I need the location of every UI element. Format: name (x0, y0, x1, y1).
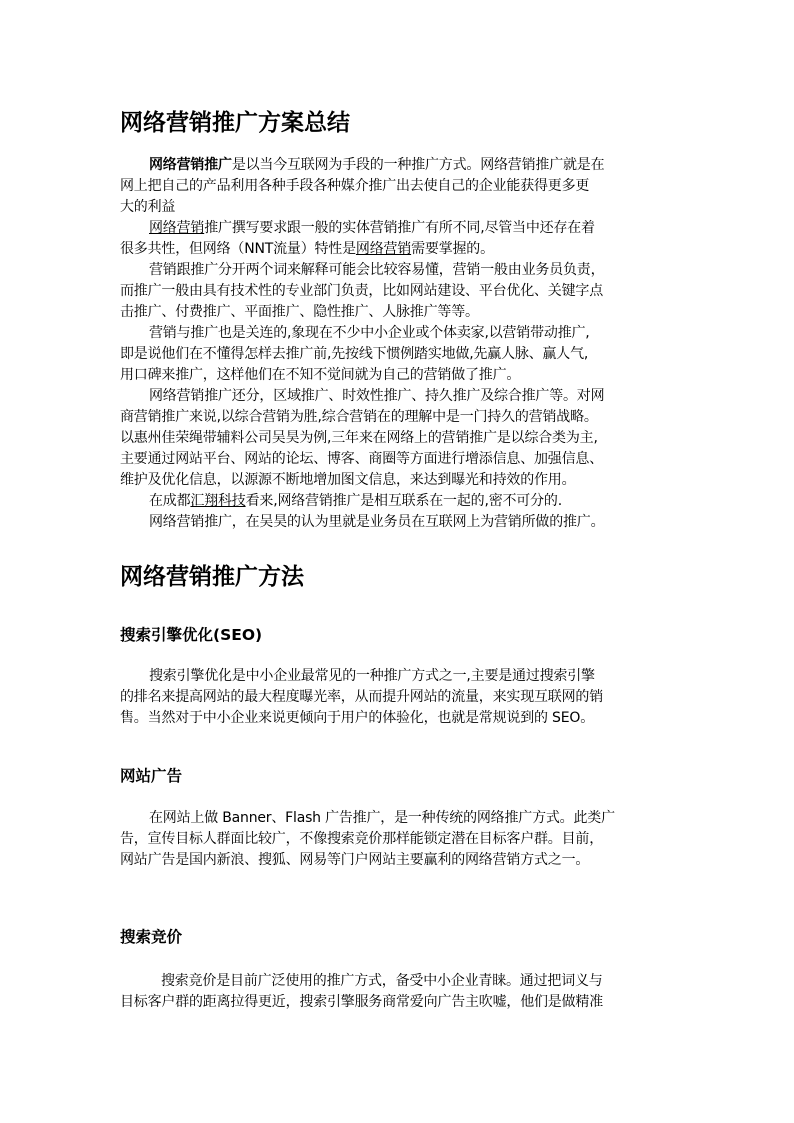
text-line (120, 491, 676, 512)
text-span: 需要掌握的。 (411, 241, 494, 257)
paragraph-types (120, 386, 676, 491)
paragraph-marketing-vs-promotion (120, 260, 676, 323)
text-line: 网上把自己的产品利用各种手段各种媒介推广出去使自己的企业能获得更多更 (120, 178, 590, 194)
paragraph-conclusion (120, 512, 676, 533)
paragraph-website-ads (120, 808, 676, 871)
text-line: 即是说他们在不懂得怎样去推广前,先按线下惯例踏实地做,先赢人脉、赢人气, (120, 346, 589, 362)
text-line: 以惠州佳荣绳带辅料公司吴昊为例,三年来在网络上的营销推广是以综合类为主, (120, 430, 598, 446)
text-line: 主要通过网站平台、网站的论坛、博客、商圈等方面进行增添信息、加强信息、 (120, 451, 603, 467)
text-line (120, 239, 676, 260)
bold-term: 网络营销推广 (149, 157, 232, 173)
text-line: 商营销推广来说,以综合营销为胜,综合营销在的理解中是一门持久的营销战略。 (120, 409, 598, 425)
text-line: 搜索引擎优化是中小企业最常见的一种推广方式之一,主要是通过搜索引擎 (149, 668, 595, 684)
text-line: 网络营销推广还分，区域推广、时效性推广、持久推广及综合推广等。对网 (149, 388, 605, 404)
text-span: 是以当今互联网为手段的一种推广方式。网络营销推广就是在 (231, 157, 605, 173)
text-span: 在成都 (149, 493, 191, 509)
text-line: 用口碑来推广，这样他们在不知不觉间就为自己的营销做了推广。 (120, 367, 521, 383)
text-line: 击推广、付费推广、平面推广、隐性推广、人脉推广等等。 (120, 304, 479, 320)
text-line: 维护及优化信息，以源源不断地增加图文信息，来达到曝光和持效的作用。 (120, 472, 576, 488)
paragraph-related (120, 323, 676, 386)
text-line (120, 155, 676, 176)
paragraph-chengdu (120, 491, 676, 512)
heading-seo: 搜索引擎优化(SEO) (120, 626, 263, 644)
text-line (120, 218, 676, 239)
section-title-summary: 网络营销推广方案总结 (120, 109, 350, 136)
section-title-methods: 网络营销推广方法 (120, 563, 304, 590)
paragraph-requirements (120, 218, 676, 260)
text-span: 很多共性，但网络（NNT流量）特性是 (120, 241, 356, 257)
text-span: 看来,网络营销推广是相互联系在一起的,密不可分的. (245, 493, 562, 509)
text-line: 营销与推广也是关连的,象现在不少中小企业或个体卖家,以营销带动推广, (149, 325, 590, 341)
text-line: 在网站上做 Banner、Flash 广告推广，是一种传统的网络推广方式。此类广 (149, 810, 615, 826)
link-huixiang-tech[interactable]: 汇翔科技 (190, 493, 246, 509)
link-network-marketing[interactable]: 网络营销 (355, 241, 412, 257)
text-span: 推广撰写要求跟一般的实体营销推广有所不同,尽管当中还存在着 (204, 220, 595, 236)
text-line: 售。当然对于中小企业来说更倾向于用户的体验化，也就是常规说到的 SEO。 (120, 710, 595, 726)
text-line: 网站广告是国内新浪、搜狐、网易等门户网站主要赢利的网络营销方式之一。 (120, 852, 590, 868)
text-line: 大的利益 (120, 199, 176, 215)
link-network-marketing[interactable]: 网络营销 (149, 220, 205, 236)
paragraph-seo (120, 666, 676, 729)
heading-search-bidding: 搜索竞价 (120, 928, 183, 946)
text-line: 目标客户群的距离拉得更近，搜索引擎服务商常爱向广告主吹嘘，他们是做精准 (120, 994, 603, 1010)
text-line: 告，宣传目标人群面比较广，不像搜索竞价那样能锁定潜在目标客户群。目前， (120, 831, 603, 847)
paragraph-search-bidding (120, 971, 676, 1013)
text-line: 搜索竞价是目前广泛使用的推广方式，备受中小企业青睐。通过把词义与 (161, 973, 603, 989)
paragraph-intro (120, 155, 676, 218)
text-line: 网络营销推广，在吴昊的认为里就是业务员在互联网上为营销所做的推广。 (149, 514, 605, 530)
heading-website-ads: 网站广告 (120, 767, 183, 785)
text-line: 的排名来提高网站的最大程度曝光率，从而提升网站的流量，来实现互联网的销 (120, 689, 603, 705)
text-line: 而推广一般由具有技术性的专业部门负责，比如网站建设、平台优化、关键字点 (120, 283, 603, 299)
text-line: 营销跟推广分开两个词来解释可能会比较容易懂，营销一般由业务员负责， (149, 262, 605, 278)
